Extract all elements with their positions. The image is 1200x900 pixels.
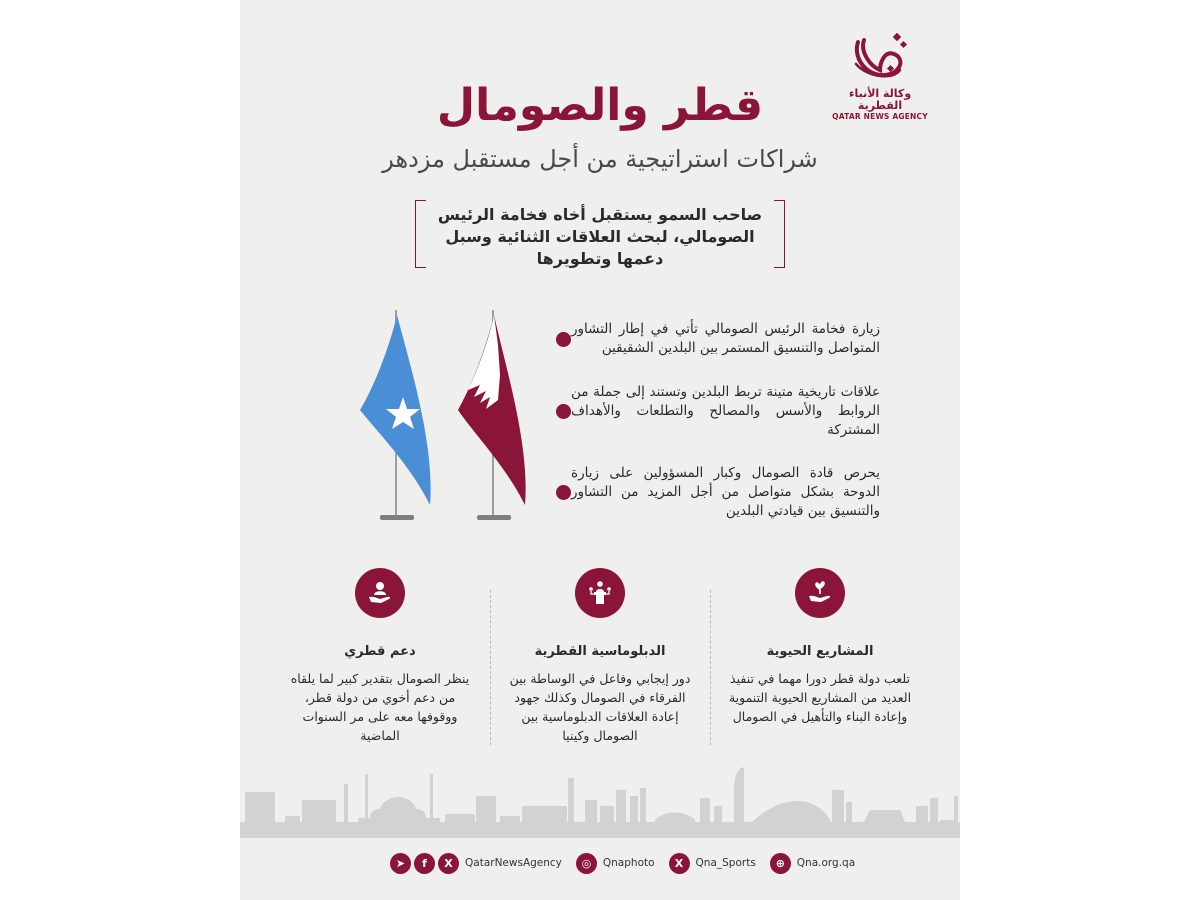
feature-columns: [270, 568, 930, 748]
infographic-poster: [240, 0, 960, 900]
qna-emblem-icon: [850, 30, 910, 86]
key-point: [540, 320, 880, 358]
column-divider: [710, 590, 711, 745]
bullet-dot: [556, 404, 571, 419]
logo-text-english: QATAR NEWS AGENCY: [832, 112, 928, 121]
somalia-flag: [360, 310, 431, 520]
bracket-right: [774, 200, 785, 268]
globe-icon[interactable]: ⊕: [770, 853, 791, 874]
key-points-list: [540, 320, 880, 545]
feature-column-diplomacy: [490, 568, 710, 748]
bullet-dot: [556, 332, 571, 347]
feature-heading: الدبلوماسية القطرية: [534, 644, 666, 659]
plant-in-hand-icon: [795, 568, 845, 618]
social-handle-qna-sports[interactable]: Qna_Sports: [695, 857, 756, 869]
feature-body: ينظر الصومال بتقدير كبير لما يلقاه من دعم أخوي من دولة قطر، ووقوفها معه على مر السنوات الماضية: [290, 671, 470, 743]
city-skyline-illustration: [240, 760, 960, 838]
bullet-dot: [556, 485, 571, 500]
speaker-podium-icon: [575, 568, 625, 618]
feature-heading: دعم قطري: [344, 644, 416, 659]
social-handle-qnaphoto[interactable]: Qnaphoto: [602, 857, 655, 869]
headline-quote-text: صاحب السمو يستقبل أخاه فخامة الرئيس الصومالي، لبحث العلاقات الثنائية وسبل دعمها وتطويرها: [437, 205, 763, 268]
feature-column-vital-projects: [710, 568, 930, 748]
feature-column-qatari-support: [270, 568, 490, 748]
key-point: [540, 464, 880, 521]
social-footer: [390, 850, 856, 876]
logo-text-arabic: وكالة الأنباء القطرية: [848, 87, 912, 112]
key-point: [540, 383, 880, 440]
x-icon[interactable]: X: [438, 853, 459, 874]
instagram-icon[interactable]: ◎: [576, 853, 597, 874]
key-point-text: يحرص قادة الصومال وكبار المسؤولين على زيارة الدوحة بشكل متواصل من أجل المزيد من التشاور والتنسيق بين قيادتي البلدين: [571, 465, 880, 519]
website-link[interactable]: Qna.org.qa: [796, 857, 856, 869]
feature-heading: المشاريع الحيوية: [766, 644, 874, 659]
page-subtitle: شراكات استراتيجية من أجل مستقبل مزدهر: [382, 145, 818, 173]
key-point-text: زيارة فخامة الرئيس الصومالي تأتي في إطار التشاور المتواصل والتنسيق المستمر بين البلدين الشقيقين: [571, 321, 880, 356]
column-divider: [490, 590, 491, 745]
person-in-hand-icon: [355, 568, 405, 618]
qatar-flag: [458, 310, 526, 520]
flags-illustration: [340, 305, 540, 535]
telegram-icon[interactable]: ➤: [390, 853, 411, 874]
page-title: قطر والصومال: [436, 80, 764, 131]
key-point-text: علاقات تاريخية متينة تربط البلدين وتستند إلى جملة من الروابط والأسس والمصالح والتطلعات والأهداف المشتركة: [571, 384, 880, 438]
facebook-icon[interactable]: f: [414, 853, 435, 874]
bracket-left: [415, 200, 426, 268]
feature-body: دور إيجابي وفاعل في الوساطة بين الفرقاء في الصومال وكذلك جهود إعادة العلاقات الدبلوماسية بين الصومال وكينيا: [509, 671, 691, 743]
feature-body: تلعب دولة قطر دورا مهما في تنفيذ العديد من المشاريع الحيوية التنموية وإعادة البناء والتأهيل في الصومال: [728, 671, 912, 724]
headline-quote-box: [415, 200, 785, 268]
x-icon[interactable]: X: [669, 853, 690, 874]
social-handle-qatarnewsagency[interactable]: QatarNewsAgency: [465, 857, 562, 869]
